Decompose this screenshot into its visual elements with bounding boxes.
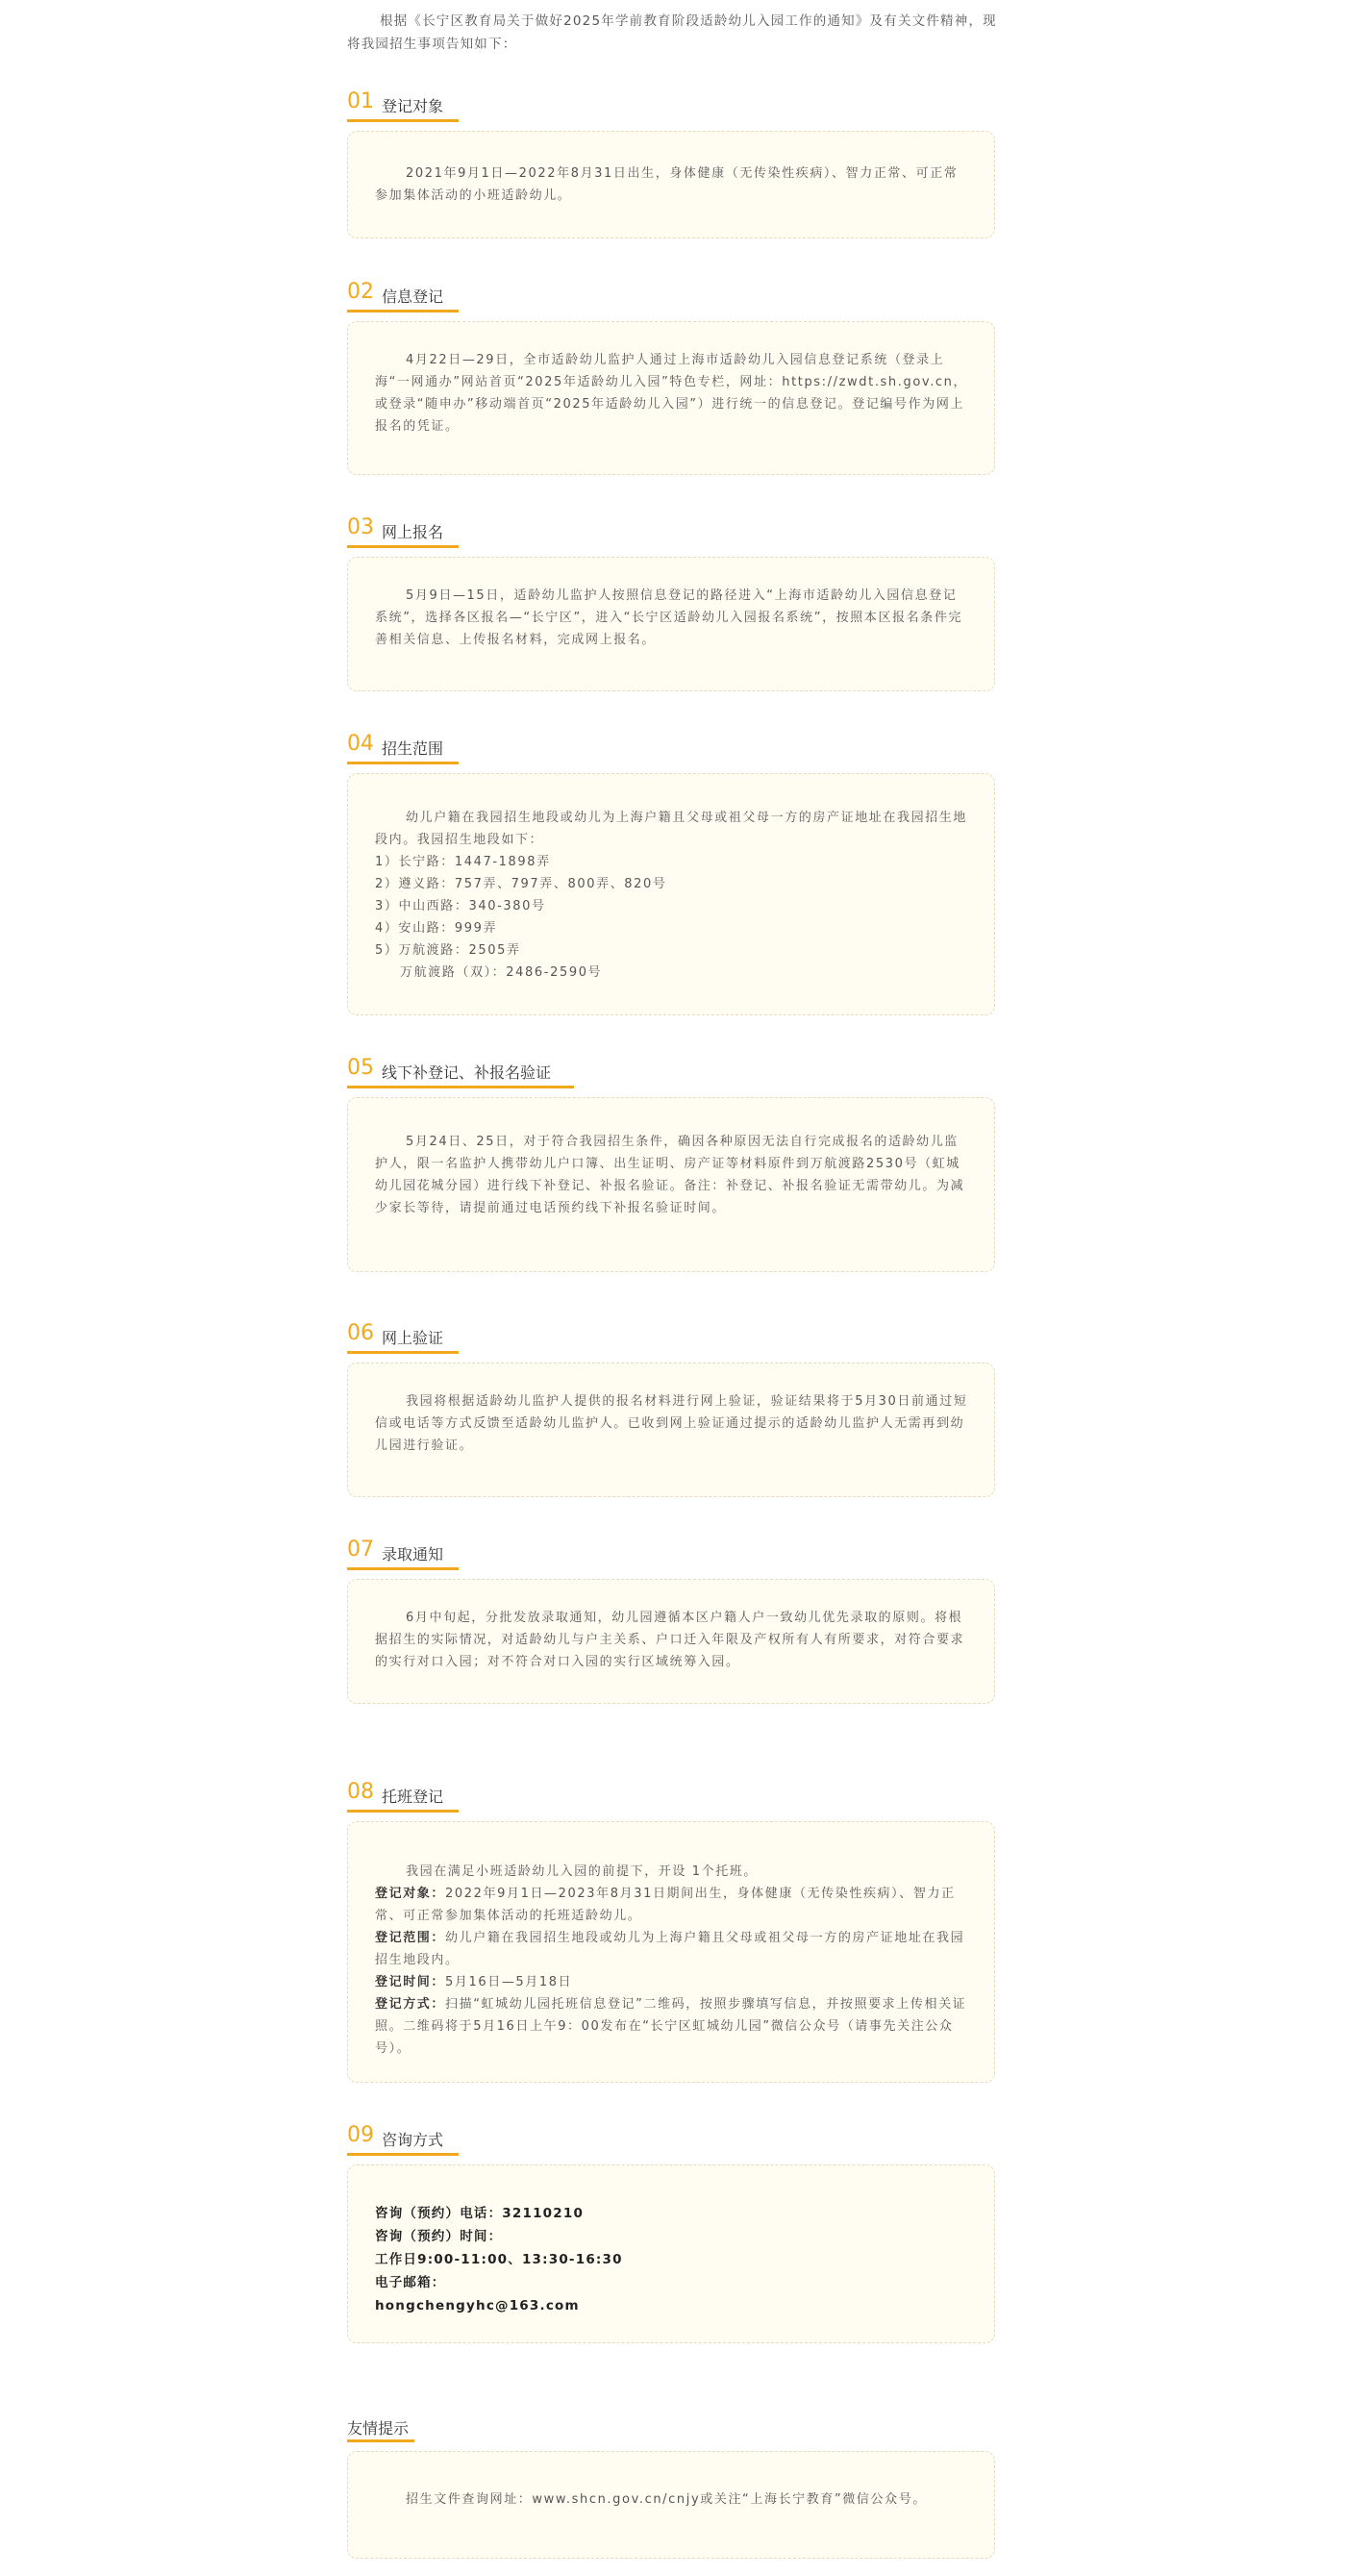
field-text: 5月16日—5月18日 — [445, 1975, 573, 1989]
address-item: 3）中山西路：340-380号 — [375, 899, 546, 913]
section-card — [347, 131, 995, 238]
section-number: 07 — [347, 1538, 374, 1562]
address-item: 4）安山路：999弄 — [375, 921, 498, 936]
address-item: 1）长宁路：1447-1898弄 — [375, 855, 551, 869]
section-underline — [347, 119, 459, 122]
section-underline — [347, 762, 459, 764]
section-online-verification — [347, 1320, 997, 1497]
section-header — [347, 731, 997, 763]
section-number: 02 — [347, 280, 374, 304]
section-paragraph: 4月22日—29日，全市适龄幼儿监护人通过上海市适龄幼儿入园信息登记系统（登录上海“一网通办”网站首页“2025年适龄幼儿入园”特色专栏，网址：https://zwdt.sh.gov.cn，或登录“随申办”移动端首页“2025年适龄幼儿入园”）进行统一的信息登记。登记编号作为网上报名的凭证。 — [375, 353, 968, 434]
tip-text: 招生文件查询网址：www.shcn.gov.cn/cnjy或关注“上海长宁教育”微信公众号。 — [406, 2492, 927, 2507]
field-label: 登记时间： — [375, 1975, 446, 1989]
field-text: 扫描“虹城幼儿园托班信息登记”二维码，按照步骤填写信息，并按照要求上传相关证照。二维码将于5月16日上午9：00发布在“长宁区虹城幼儿园”微信公众号（请事先关注公众号）。 — [375, 1997, 967, 2056]
section-header — [347, 2122, 997, 2155]
section-friendly-tip — [347, 2409, 997, 2559]
contact-email: hongchengyhc@163.com — [375, 2298, 580, 2313]
contact-phone: 咨询（预约）电话：32110210 — [375, 2206, 585, 2221]
section-paragraph: 5月24日、25日，对于符合我园招生条件，确因各种原因无法自行完成报名的适龄幼儿监护人，限一名监护人携带幼儿户口簿、出生证明、房产证等材料原件到万航渡路2530号（虹城幼儿园花城分园）进行线下补登记、补报名验证。备注：补登记、补报名验证无需带幼儿。为减少家长等待，请提前通过电话预约线下补报名验证时间。 — [375, 1135, 965, 1215]
section-underline — [347, 1567, 459, 1570]
field-label: 登记范围： — [375, 1931, 446, 1945]
address-item: 5）万航渡路：2505弄 — [375, 943, 521, 958]
section-underline — [347, 1810, 459, 1813]
section-card — [347, 1097, 995, 1272]
section-title: 咨询方式 — [382, 2131, 444, 2149]
section-underline — [347, 1086, 574, 1088]
section-underline — [347, 1351, 459, 1354]
section-title: 录取通知 — [382, 1545, 444, 1563]
section-online-application — [347, 514, 997, 691]
address-item: 万航渡路（双）：2486-2590号 — [400, 965, 603, 980]
section-admission-notice — [347, 1537, 997, 1704]
section-title: 线下补登记、补报名验证 — [382, 1063, 552, 1082]
section-intro: 我园在满足小班适龄幼儿入园的前提下，开设 1个托班。 — [406, 1864, 759, 1879]
section-paragraph: 6月中旬起，分批发放录取通知，幼儿园遵循本区户籍人户一致幼儿优先录取的原则。将根据招生的实际情况，对适龄幼儿与户主关系、户口迁入年限及产权所有人有所要求，对符合要求的实行对口入园；对不符合对口入园的实行区域统筹入园。 — [375, 1611, 965, 1669]
field-label: 登记对象： — [375, 1887, 446, 1901]
section-header — [347, 88, 997, 121]
section-underline — [347, 2439, 414, 2442]
section-title: 登记对象 — [382, 97, 444, 115]
section-number: 08 — [347, 1780, 374, 1804]
section-paragraph: 5月9日—15日，适龄幼儿监护人按照信息登记的路径进入“上海市适龄幼儿入园信息登记系统”，选择各区报名—“长宁区”，进入“长宁区适龄幼儿入园报名系统”，按照本区报名条件完善相关信息、上传报名材料，完成网上报名。 — [375, 588, 963, 647]
section-underline — [347, 310, 459, 313]
section-card — [347, 1821, 995, 2083]
section-contact — [347, 2122, 997, 2343]
tip-title: 友情提示 — [347, 2419, 410, 2438]
section-number: 03 — [347, 515, 374, 539]
section-intro: 幼儿户籍在我园招生地段或幼儿为上海户籍且父母或祖父母一方的房产证地址在我园招生地段内。我园招生地段如下： — [375, 811, 968, 847]
section-title: 网上报名 — [382, 523, 444, 541]
section-title: 信息登记 — [382, 288, 444, 306]
section-number: 01 — [347, 89, 374, 113]
section-underline — [347, 545, 459, 548]
section-info-registration — [347, 279, 997, 475]
section-number: 04 — [347, 732, 374, 756]
field-label: 登记方式： — [375, 1997, 446, 2012]
section-nursery-registration — [347, 1779, 997, 2083]
section-title: 招生范围 — [382, 739, 444, 758]
section-enrollment-area — [347, 731, 997, 1015]
section-number: 09 — [347, 2123, 374, 2147]
contact-time: 工作日9:00-11:00、13:30-16:30 — [375, 2252, 623, 2267]
section-header — [347, 1779, 997, 1812]
section-title: 网上验证 — [382, 1329, 444, 1347]
section-number: 05 — [347, 1056, 374, 1080]
section-header — [347, 1320, 997, 1353]
tip-card — [347, 2451, 995, 2559]
field-registration-target — [375, 1883, 969, 1927]
section-card — [347, 1579, 995, 1704]
section-title: 托班登记 — [382, 1788, 444, 1806]
contact-email-label: 电子邮箱： — [375, 2275, 446, 2290]
field-registration-scope — [375, 1927, 969, 1971]
section-header — [347, 279, 997, 312]
section-card — [347, 321, 995, 475]
section-offline-verification — [347, 1055, 997, 1272]
tip-header — [347, 2409, 997, 2441]
section-card — [347, 557, 995, 691]
contact-time-label: 咨询（预约）时间： — [375, 2229, 503, 2244]
intro-paragraph: 根据《长宁区教育局关于做好2025年学前教育阶段适龄幼儿入园工作的通知》及有关文件精神，现将我园招生事项告知如下： — [347, 13, 997, 52]
section-header — [347, 514, 997, 547]
field-text: 2022年9月1日—2023年8月31日期间出生，身体健康（无传染性疾病）、智力正常、可正常参加集体活动的托班适龄幼儿。 — [375, 1887, 956, 1923]
section-underline — [347, 2153, 459, 2156]
address-item: 2）遵义路：757弄、797弄、800弄、820号 — [375, 877, 667, 891]
section-header — [347, 1537, 997, 1569]
section-card — [347, 773, 995, 1015]
section-header — [347, 1055, 997, 1088]
section-number: 06 — [347, 1321, 374, 1345]
field-text: 幼儿户籍在我园招生地段或幼儿为上海户籍且父母或祖父母一方的房产证地址在我园招生地段内。 — [375, 1931, 965, 1967]
field-registration-method — [375, 1993, 969, 2060]
section-card — [347, 2164, 995, 2343]
section-card — [347, 1363, 995, 1497]
field-registration-time — [375, 1971, 969, 1993]
section-registration-target — [347, 88, 997, 238]
section-paragraph: 2021年9月1日—2022年8月31日出生，身体健康（无传染性疾病）、智力正常、可正常参加集体活动的小班适龄幼儿。 — [375, 166, 959, 203]
section-paragraph: 我园将根据适龄幼儿监护人提供的报名材料进行网上验证，验证结果将于5月30日前通过短信或电话等方式反馈至适龄幼儿监护人。已收到网上验证通过提示的适龄幼儿监护人无需再到幼儿园进行验证。 — [375, 1394, 968, 1453]
